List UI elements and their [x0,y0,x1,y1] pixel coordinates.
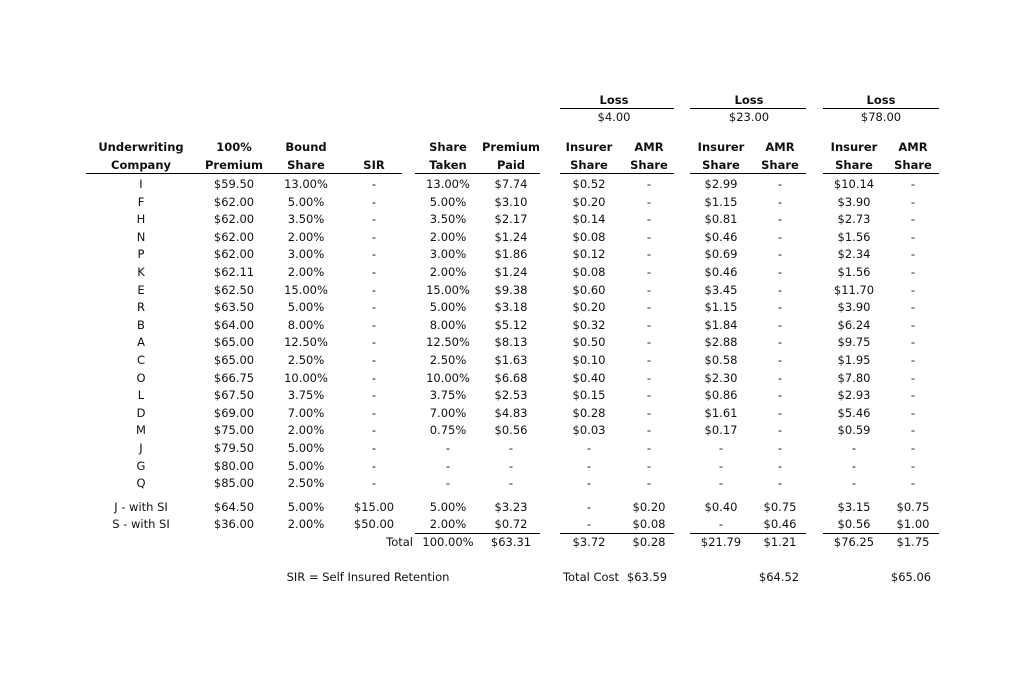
cell-a3: - [910,353,916,367]
cell-a1: - [646,300,652,315]
cell-i1: $0.14 [572,212,606,227]
cell-i1: - [586,458,592,473]
cell-a1: - [646,317,652,332]
cell-bound: 13.00% [284,177,328,191]
cell-a2: - [777,212,783,227]
column-header-taken: Share [429,140,467,154]
loss-group-underline [823,108,939,109]
cell-i2: - [718,476,724,491]
cell-paid: $6.68 [494,370,528,385]
loss-group-underline [690,108,806,109]
cell-sir: - [371,229,377,244]
column-header-company: Company [111,158,171,172]
cell-company: J [139,441,143,455]
cell-sir: - [371,476,377,491]
cell-i2: $0.86 [704,388,738,403]
cell-paid: - [508,441,514,455]
cell-bound: 10.00% [284,370,328,385]
cell-sir: - [371,300,377,315]
column-header-paid: Paid [496,158,526,172]
cell-paid: $1.24 [494,229,528,244]
cell-sir: - [371,353,377,367]
cell-taken: - [445,476,451,491]
totals-cell-taken: 100.00% [422,535,474,549]
cell-i1: $0.40 [572,370,606,385]
cell-bound: 3.50% [287,212,325,227]
cell-i3: $9.75 [837,335,871,350]
cell-a2: - [777,229,783,244]
cell-taken: 2.50% [429,353,467,367]
cell-i2: $3.45 [704,282,738,297]
loss-group-title: Loss [599,93,629,107]
cell-a3: - [910,194,916,209]
cell-i3: $2.93 [837,388,871,403]
cell-premium: $80.00 [213,458,255,473]
cell-premium: $65.00 [213,353,255,367]
cell-bound: 2.50% [287,476,325,491]
cell-sir: - [371,335,377,350]
cell-paid: $1.24 [494,265,528,279]
cell-a1: - [646,229,652,244]
column-header-premium: 100% [216,140,252,154]
cell-a1: - [646,265,652,279]
cell-a2: - [777,353,783,367]
total-cost-value: $63.59 [626,570,668,584]
si-cell-sir: $50.00 [353,517,395,531]
cell-i3: $1.56 [837,265,871,279]
header-underline [823,173,939,174]
cell-a1: - [646,335,652,350]
cell-paid: $5.12 [494,317,528,332]
cell-sir: - [371,177,377,191]
cell-taken: - [445,458,451,473]
cell-i1: $0.03 [572,423,606,438]
cell-taken: 3.00% [429,247,467,262]
cell-premium: $79.50 [213,441,255,455]
cell-a1: - [646,353,652,367]
si-cell-company: S - with SI [112,517,170,531]
cell-i3: $3.90 [837,194,871,209]
column-header-amr-share: Share [894,158,932,172]
cell-a2: - [777,282,783,297]
cell-i3: $5.46 [837,405,871,420]
cell-company: F [137,194,145,209]
cell-company: B [137,317,145,332]
totals-rule [560,533,674,534]
cell-sir: - [371,282,377,297]
column-header-insurer-share: Share [570,158,608,172]
column-header-insurer-share: Share [835,158,873,172]
cell-premium: $62.00 [213,229,255,244]
cell-taken: 3.75% [429,388,467,403]
column-header-company: Underwriting [98,140,184,154]
cell-a1: - [646,405,652,420]
cell-i1: - [586,476,592,491]
cell-a3: - [910,441,916,455]
si-cell-i1: - [586,517,592,531]
loss-amount: $4.00 [597,110,631,124]
cell-i3: $11.70 [833,282,875,297]
cell-i1: - [586,441,592,455]
cell-premium: $62.50 [213,282,255,297]
cell-sir: - [371,423,377,438]
cell-bound: 7.00% [287,405,325,420]
totals-rule [415,533,540,534]
si-cell-i3: $0.56 [837,517,871,531]
cell-taken: 3.50% [429,212,467,227]
totals-label: Total [386,535,413,549]
si-cell-a3: $0.75 [896,500,930,514]
cell-bound: 12.50% [284,335,328,350]
cell-i2: $1.61 [704,405,738,420]
cell-a2: - [777,405,783,420]
cell-a2: - [777,423,783,438]
cell-bound: 5.00% [287,458,325,473]
cell-i2: $0.46 [704,265,738,279]
cell-company: D [136,405,146,420]
cell-i2: $2.88 [704,335,738,350]
si-cell-premium: $64.50 [213,500,255,514]
cell-a3: - [910,405,916,420]
cell-a1: - [646,212,652,227]
cell-company: K [137,265,145,279]
cell-company: I [139,177,143,191]
cell-paid: $3.10 [494,194,528,209]
cell-premium: $66.75 [213,370,255,385]
header-underline [415,173,540,174]
column-header-amr-share: AMR [634,140,664,154]
cell-premium: $69.00 [213,405,255,420]
cell-a1: - [646,194,652,209]
cell-premium: $62.11 [213,265,255,279]
column-header-taken: Taken [429,158,467,172]
si-cell-taken: 2.00% [429,517,467,531]
column-header-insurer-share: Insurer [830,140,878,154]
cell-i1: $0.20 [572,194,606,209]
cell-taken: 10.00% [426,370,470,385]
cell-a2: - [777,370,783,385]
totals-cell-i2: $21.79 [700,535,742,549]
si-cell-a2: $0.46 [763,517,797,531]
cell-company: N [136,229,146,244]
cell-paid: $2.53 [494,388,528,403]
column-header-amr-share: AMR [765,140,795,154]
cell-i3: $3.90 [837,300,871,315]
cell-paid: $1.63 [494,353,528,367]
cell-a1: - [646,423,652,438]
cell-sir: - [371,405,377,420]
cell-i2: $0.17 [704,423,738,438]
cell-i2: $2.30 [704,370,738,385]
cell-company: C [136,353,146,367]
cell-a2: - [777,177,783,191]
loss-amount: $23.00 [728,110,770,124]
cell-bound: 5.00% [287,300,325,315]
cell-sir: - [371,194,377,209]
cell-a1: - [646,441,652,455]
si-cell-premium: $36.00 [213,517,255,531]
cell-paid: $2.17 [494,212,528,227]
column-header-amr-share: Share [761,158,799,172]
cell-taken: 7.00% [429,405,467,420]
cell-a3: - [910,282,916,297]
cell-i1: $0.15 [572,388,606,403]
cell-a2: - [777,300,783,315]
cell-a3: - [910,229,916,244]
cell-sir: - [371,265,377,279]
cell-a2: - [777,335,783,350]
cell-premium: $63.50 [213,300,255,315]
cell-premium: $62.00 [213,212,255,227]
sir-footnote: SIR = Self Insured Retention [286,570,450,584]
cell-i3: $2.73 [837,212,871,227]
totals-cell-i3: $76.25 [833,535,875,549]
cell-premium: $59.50 [213,177,255,191]
cell-company: Q [136,476,146,491]
cell-taken: 2.00% [429,265,467,279]
cell-i3: $1.95 [837,353,871,367]
si-cell-a1: $0.20 [632,500,666,514]
cell-taken: - [445,441,451,455]
cell-a2: - [777,458,783,473]
cell-paid: - [508,476,514,491]
cell-i3: $10.14 [833,177,875,191]
si-cell-a2: $0.75 [763,500,797,514]
cell-a1: - [646,370,652,385]
column-header-amr-share: Share [630,158,668,172]
cell-a3: - [910,247,916,262]
loss-group-underline [560,108,674,109]
cell-bound: 5.00% [287,194,325,209]
si-cell-sir: $15.00 [353,500,395,514]
cell-bound: 15.00% [284,282,328,297]
cell-taken: 13.00% [426,177,470,191]
si-cell-a3: $1.00 [896,517,930,531]
cell-i3: $0.59 [837,423,871,438]
cell-a1: - [646,177,652,191]
cell-taken: 5.00% [429,194,467,209]
cell-paid: $7.74 [494,177,528,191]
cell-bound: 2.00% [287,423,325,438]
cell-i3: - [851,476,857,491]
total-cost-value: $64.52 [758,570,800,584]
column-header-paid: Premium [482,140,540,154]
column-header-bound: Bound [285,140,327,154]
total-cost-label: Total Cost [562,570,620,584]
cell-i2: $0.81 [704,212,738,227]
totals-rule [690,533,806,534]
cell-bound: 8.00% [287,317,325,332]
cell-premium: $67.50 [213,388,255,403]
cell-company: O [136,370,146,385]
column-header-insurer-share: Share [702,158,740,172]
column-header-premium: Premium [205,158,263,172]
cell-a3: - [910,317,916,332]
cell-sir: - [371,441,377,455]
cell-i3: $2.34 [837,247,871,262]
totals-cell-paid: $63.31 [490,535,532,549]
cell-bound: 3.00% [287,247,325,262]
cell-sir: - [371,388,377,403]
cell-company: E [137,282,145,297]
cell-i2: $2.99 [704,177,738,191]
cell-paid: $0.56 [494,423,528,438]
cell-company: G [136,458,146,473]
cell-i2: - [718,458,724,473]
cell-a3: - [910,265,916,279]
cell-i2: $0.69 [704,247,738,262]
cell-a1: - [646,476,652,491]
cell-taken: 5.00% [429,300,467,315]
cell-i1: $0.10 [572,353,606,367]
column-header-insurer-share: Insurer [565,140,613,154]
cell-a3: - [910,476,916,491]
cell-company: R [137,300,145,315]
cell-paid: $4.83 [494,405,528,420]
cell-i3: $1.56 [837,229,871,244]
cell-bound: 2.00% [287,265,325,279]
cell-sir: - [371,317,377,332]
cell-bound: 3.75% [287,388,325,403]
header-underline [690,173,806,174]
cell-i2: $0.58 [704,353,738,367]
si-cell-bound: 2.00% [287,517,325,531]
cell-premium: $64.00 [213,317,255,332]
cell-premium: $65.00 [213,335,255,350]
cell-premium: $75.00 [213,423,255,438]
cell-a2: - [777,317,783,332]
si-cell-company: J - with SI [114,500,168,514]
cell-i1: $0.60 [572,282,606,297]
cell-paid: - [508,458,514,473]
si-cell-i3: $3.15 [837,500,871,514]
cell-company: H [136,212,146,227]
cell-i1: $0.28 [572,405,606,420]
si-cell-bound: 5.00% [287,500,325,514]
loss-group-title: Loss [734,93,764,107]
cell-premium: $85.00 [213,476,255,491]
cell-i1: $0.08 [572,265,606,279]
column-header-insurer-share: Insurer [697,140,745,154]
cell-paid: $1.86 [494,247,528,262]
totals-rule [823,533,939,534]
si-cell-paid: $0.72 [494,517,528,531]
si-cell-paid: $3.23 [494,500,528,514]
cell-company: L [137,388,145,403]
cell-a3: - [910,423,916,438]
cell-paid: $3.18 [494,300,528,315]
header-underline [560,173,674,174]
cell-a1: - [646,458,652,473]
cell-a2: - [777,441,783,455]
cell-a2: - [777,247,783,262]
column-header-bound: Share [287,158,325,172]
cell-company: P [137,247,145,262]
cell-company: M [136,423,146,438]
loss-group-title: Loss [866,93,896,107]
cell-i1: $0.12 [572,247,606,262]
cell-a2: - [777,265,783,279]
cell-bound: 5.00% [287,441,325,455]
cell-i2: - [718,441,724,455]
cell-i3: - [851,458,857,473]
si-cell-a1: $0.08 [632,517,666,531]
cell-a2: - [777,476,783,491]
total-cost-value: $65.06 [890,570,932,584]
cell-bound: 2.00% [287,229,325,244]
cell-a1: - [646,282,652,297]
cell-taken: 0.75% [429,423,467,438]
si-cell-i2: $0.40 [704,500,738,514]
cell-a3: - [910,212,916,227]
cell-i2: $0.46 [704,229,738,244]
cell-company: A [137,335,145,350]
cell-sir: - [371,370,377,385]
si-cell-taken: 5.00% [429,500,467,514]
column-header-amr-share: AMR [898,140,928,154]
cell-i1: $0.20 [572,300,606,315]
totals-cell-a2: $1.21 [763,535,797,549]
cell-a2: - [777,194,783,209]
cell-i3: $6.24 [837,317,871,332]
cell-a3: - [910,335,916,350]
si-cell-i1: - [586,500,592,514]
cell-a3: - [910,300,916,315]
cell-taken: 15.00% [426,282,470,297]
cell-taken: 8.00% [429,317,467,332]
cell-i3: $7.80 [837,370,871,385]
cell-a1: - [646,247,652,262]
loss-amount: $78.00 [860,110,902,124]
cell-taken: 12.50% [426,335,470,350]
cell-a3: - [910,458,916,473]
column-header-sir: SIR [363,158,385,172]
cell-i2: $1.84 [704,317,738,332]
cell-i1: $0.32 [572,317,606,332]
cell-a3: - [910,388,916,403]
si-cell-i2: - [718,517,724,531]
cell-a3: - [910,370,916,385]
cell-bound: 2.50% [287,353,325,367]
cell-a3: - [910,177,916,191]
cell-i2: $1.15 [704,194,738,209]
cell-taken: 2.00% [429,229,467,244]
cell-a2: - [777,388,783,403]
cell-premium: $62.00 [213,194,255,209]
cell-i1: $0.52 [572,177,606,191]
cell-i3: - [851,441,857,455]
cell-premium: $62.00 [213,247,255,262]
totals-cell-a3: $1.75 [896,535,930,549]
header-underline [86,173,402,174]
cell-i2: $1.15 [704,300,738,315]
cell-i1: $0.50 [572,335,606,350]
cell-paid: $8.13 [494,335,528,350]
totals-cell-a1: $0.28 [632,535,666,549]
cell-sir: - [371,458,377,473]
cell-a1: - [646,388,652,403]
cell-sir: - [371,247,377,262]
cell-sir: - [371,212,377,227]
totals-cell-i1: $3.72 [572,535,606,549]
cell-i1: $0.08 [572,229,606,244]
cell-paid: $9.38 [494,282,528,297]
